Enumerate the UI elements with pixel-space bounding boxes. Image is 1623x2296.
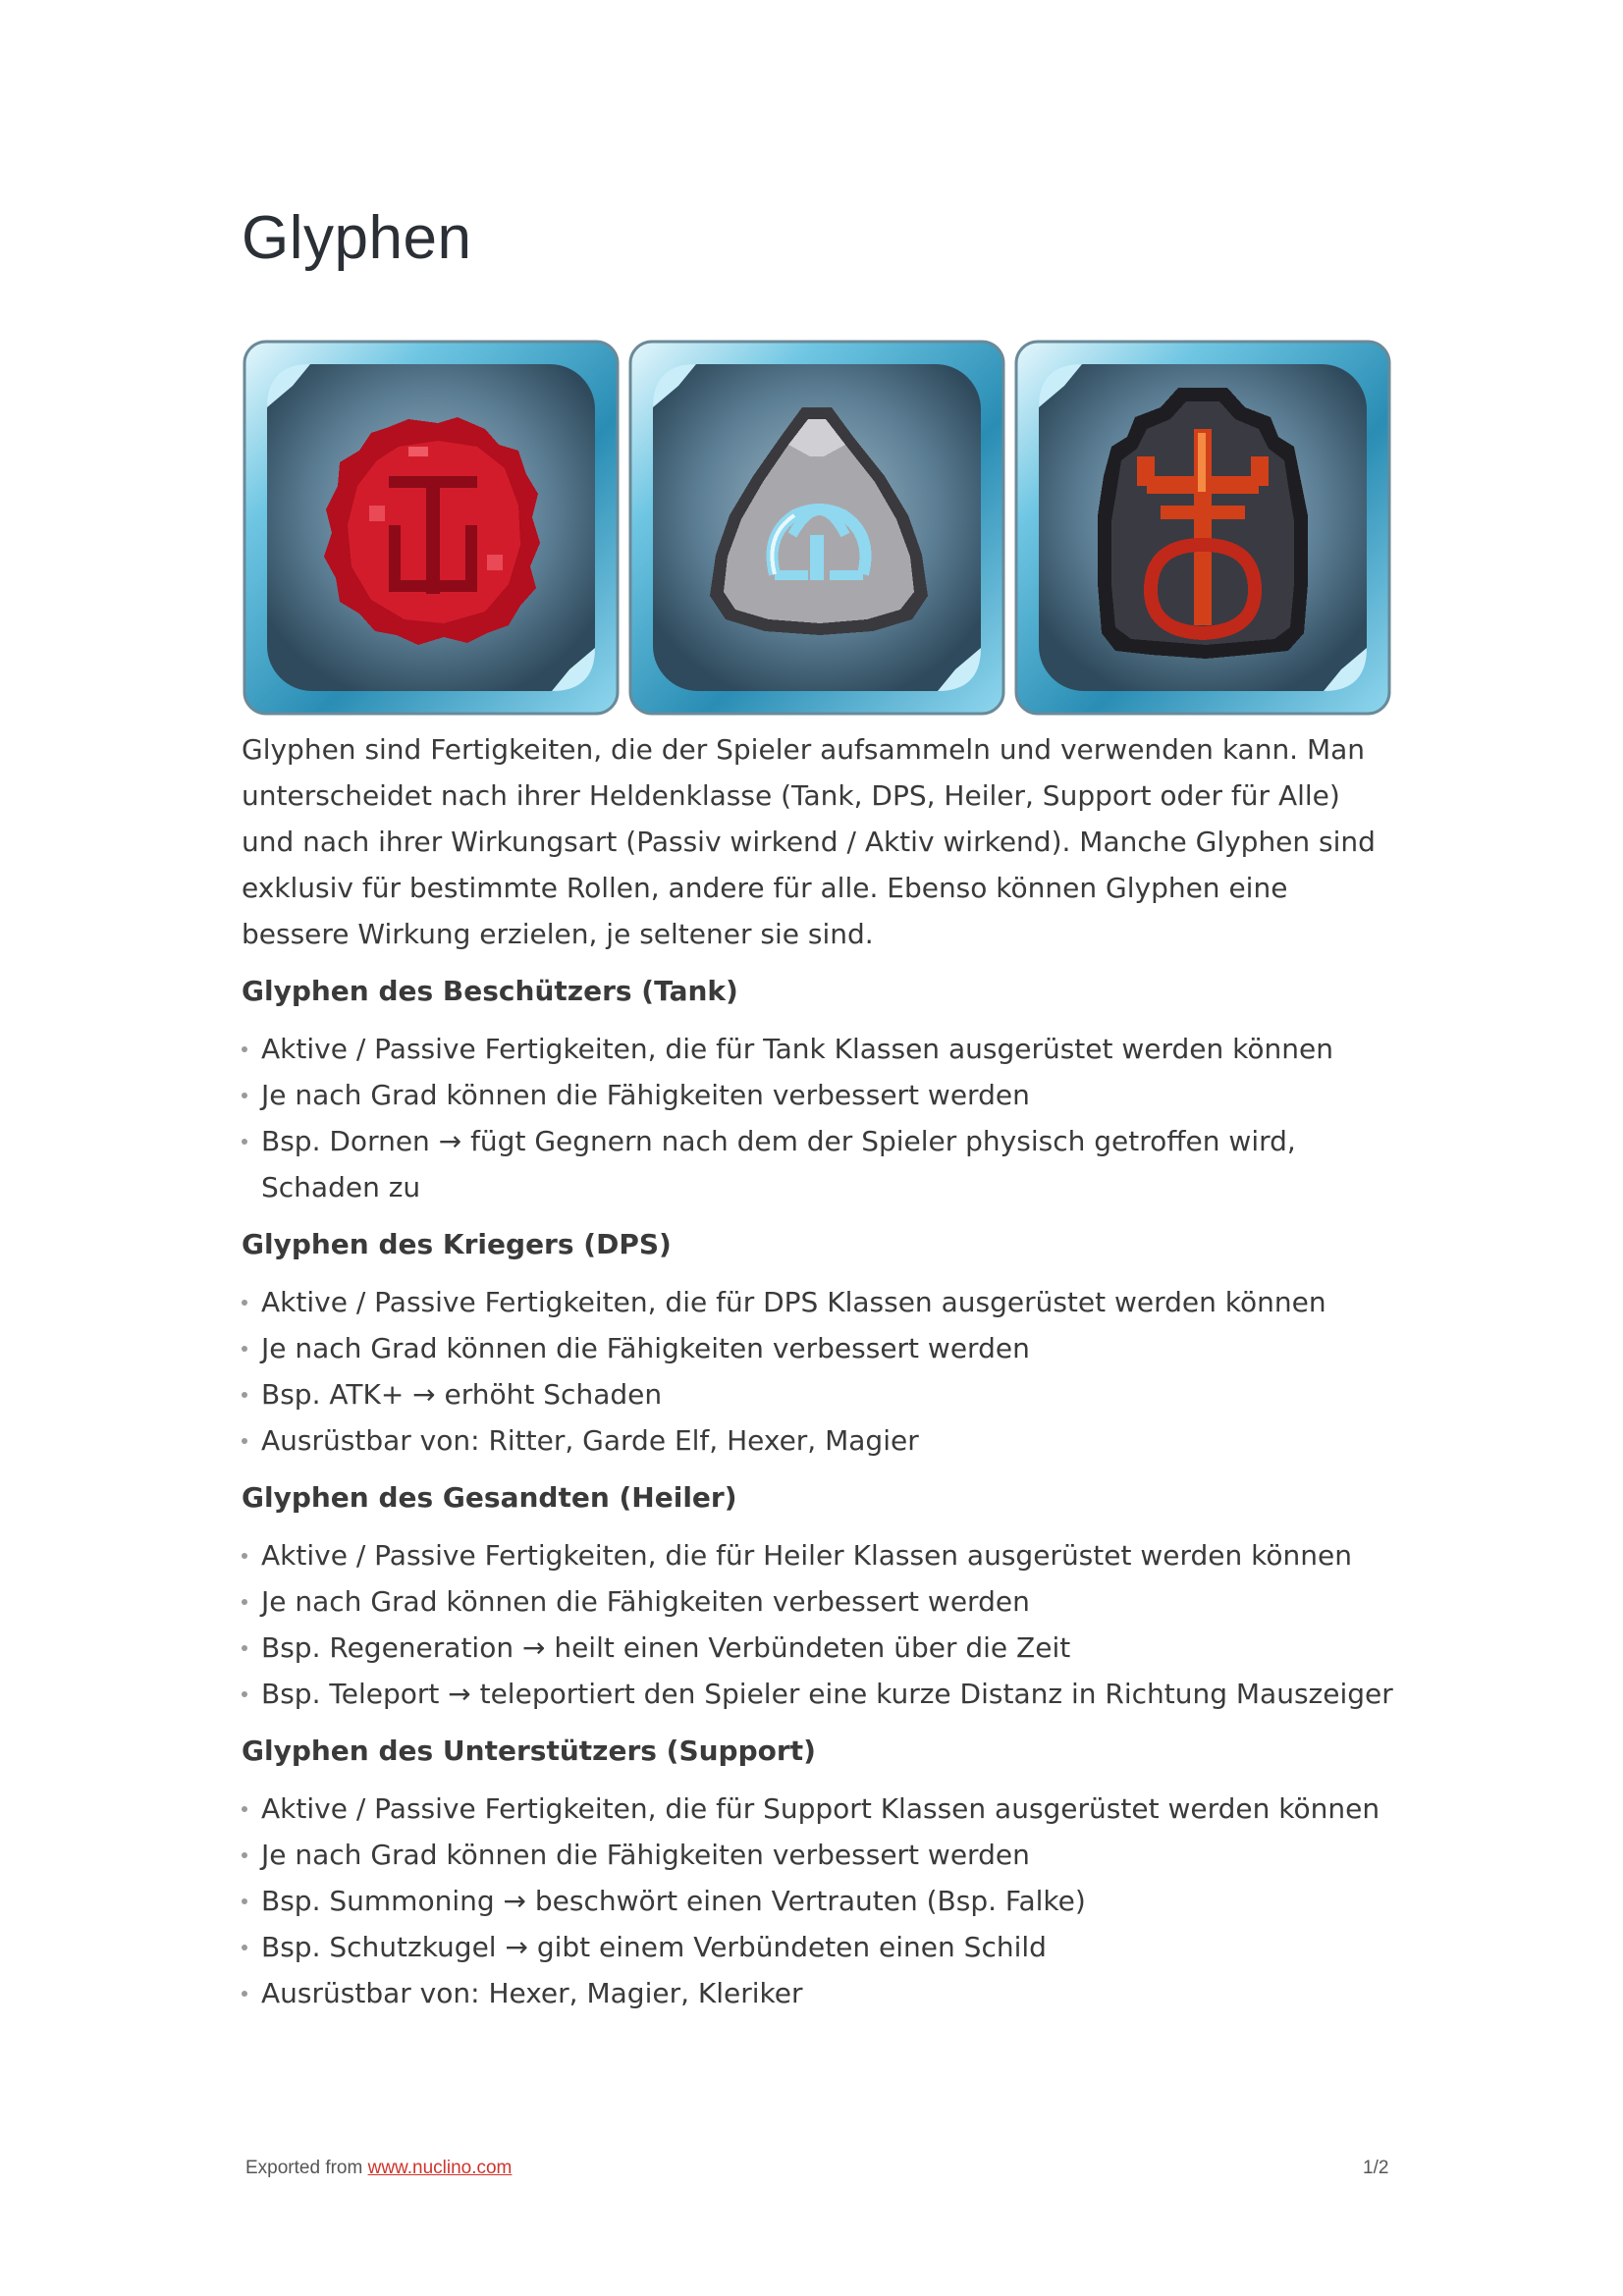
nuclino-link[interactable]: www.nuclino.com	[367, 2158, 513, 2178]
glyph-description	[242, 726, 1400, 2016]
list-item: Ausrüstbar von: Hexer, Magier, Kleriker	[242, 1970, 1400, 2016]
list-item: Aktive / Passive Fertigkeiten, die für DPS Klassen ausgerüstet werden können	[242, 1279, 1400, 1325]
list-item: Bsp. Dornen → fügt Gegnern nach dem der Spieler physisch getroffen wird, Schaden zu	[242, 1118, 1400, 1210]
glyph-image-row	[242, 339, 1392, 717]
section-heading-support: Glyphen des Unterstützers (Support)	[242, 1735, 816, 1767]
page-number: 1/2	[1363, 2158, 1389, 2178]
bullet-list-healer	[242, 1532, 1400, 1717]
stone-rune-glyph-icon	[627, 339, 1006, 717]
section-heading-dps: Glyphen des Kriegers (DPS)	[242, 1228, 672, 1260]
export-footer	[245, 2158, 512, 2179]
export-label: Exported from	[245, 2158, 368, 2178]
list-item: Bsp. Teleport → teleportiert den Spieler eine kurze Distanz in Richtung Mauszeiger	[242, 1671, 1400, 1717]
list-item: Bsp. Summoning → beschwört einen Vertrauten (Bsp. Falke)	[242, 1878, 1400, 1924]
list-item: Bsp. Regeneration → heilt einen Verbündeten über die Zeit	[242, 1625, 1400, 1671]
list-item: Je nach Grad können die Fähigkeiten verbessert werden	[242, 1832, 1400, 1878]
bullet-list-support	[242, 1786, 1400, 2016]
list-item: Je nach Grad können die Fähigkeiten verbessert werden	[242, 1325, 1400, 1371]
list-item: Aktive / Passive Fertigkeiten, die für Tank Klassen ausgerüstet werden können	[242, 1026, 1400, 1072]
bullet-list-dps	[242, 1279, 1400, 1464]
bullet-list-tank	[242, 1026, 1400, 1210]
list-item: Bsp. ATK+ → erhöht Schaden	[242, 1371, 1400, 1417]
section-heading-healer: Glyphen des Gesandten (Heiler)	[242, 1481, 737, 1514]
list-item: Aktive / Passive Fertigkeiten, die für Support Klassen ausgerüstet werden können	[242, 1786, 1400, 1832]
intro-paragraph: Glyphen sind Fertigkeiten, die der Spieler aufsammeln und verwenden kann. Man unterscheidet nach ihrer Heldenklasse (Tank, DPS, Heiler, Support oder für Alle) und nach ihrer Wirkungsart (Passiv wirkend / Aktiv wirkend). Manche Glyphen sind exklusiv für bestimmte Rollen, andere für alle. Ebenso können Glyphen eine bessere Wirkung erzielen, je seltener sie sind.	[242, 733, 1376, 950]
section-heading-tank: Glyphen des Beschützers (Tank)	[242, 975, 738, 1007]
list-item: Ausrüstbar von: Ritter, Garde Elf, Hexer, Magier	[242, 1417, 1400, 1464]
list-item: Je nach Grad können die Fähigkeiten verbessert werden	[242, 1578, 1400, 1625]
list-item: Aktive / Passive Fertigkeiten, die für Heiler Klassen ausgerüstet werden können	[242, 1532, 1400, 1578]
red-wax-seal-glyph-icon	[242, 339, 621, 717]
page-title: Glyphen	[242, 204, 472, 272]
dark-cross-glyph-icon	[1013, 339, 1392, 717]
list-item: Je nach Grad können die Fähigkeiten verbessert werden	[242, 1072, 1400, 1118]
list-item: Bsp. Schutzkugel → gibt einem Verbündeten einen Schild	[242, 1924, 1400, 1970]
